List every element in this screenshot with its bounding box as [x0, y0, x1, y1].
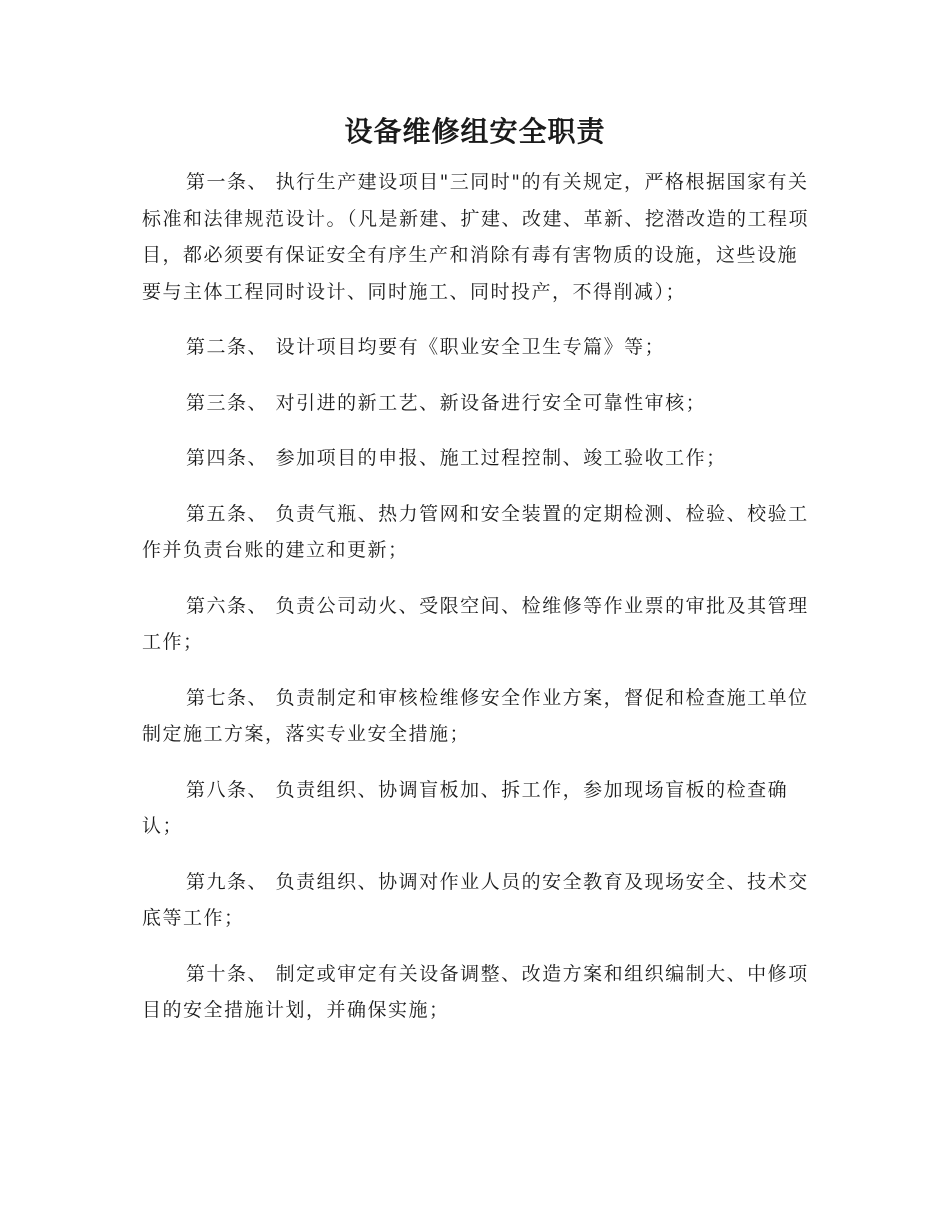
article-6 — [142, 588, 810, 661]
article-text: 负责组织、协调对作业人员的安全教育及现场安全、技术交底等工作； — [142, 870, 809, 929]
article-text: 执行生产建设项目"三同时"的有关规定，严格根据国家有关标准和法律规范设计。（凡是新建、扩建、改建、革新、挖潜改造的工程项目，都必须要有保证安全有序生产和消除有毒有害物质的设施，这些设施要与主体工程同时设计、同时施工、同时投产，不得削减）； — [142, 171, 810, 303]
article-text: 对引进的新工艺、新设备进行安全可靠性审核； — [275, 391, 707, 414]
article-text: 负责组织、协调盲板加、拆工作，参加现场盲板的检查确认； — [142, 778, 789, 837]
article-label: 第四条、 — [186, 447, 269, 469]
article-8 — [142, 772, 810, 845]
article-label: 第十条、 — [186, 962, 269, 985]
article-text: 设计项目均要有《职业安全卫生专篇》等； — [275, 336, 666, 358]
article-4 — [142, 440, 810, 477]
article-label: 第三条、 — [186, 391, 269, 414]
article-label: 第一条、 — [186, 171, 269, 193]
article-label: 第七条、 — [186, 686, 269, 709]
article-10 — [142, 956, 810, 1029]
article-label: 第五条、 — [186, 502, 269, 525]
document-body — [142, 164, 810, 1048]
article-text: 负责气瓶、热力管网和安全装置的定期检测、检验、校验工作并负责台账的建立和更新； — [142, 502, 809, 561]
article-2 — [142, 329, 810, 366]
article-text: 负责公司动火、受限空间、检维修等作业票的审批及其管理工作； — [142, 594, 809, 653]
article-label: 第二条、 — [186, 336, 269, 358]
article-text: 制定或审定有关设备调整、改造方案和组织编制大、中修项目的安全措施计划，并确保实施； — [142, 962, 809, 1021]
article-label: 第八条、 — [186, 778, 269, 801]
document-title: 设备维修组安全职责 — [344, 115, 606, 148]
article-3 — [142, 385, 810, 422]
article-text: 负责制定和审核检维修安全作业方案，督促和检查施工单位制定施工方案，落实专业安全措施； — [142, 686, 809, 745]
article-text: 参加项目的申报、施工过程控制、竣工验收工作； — [275, 447, 727, 469]
article-1 — [142, 164, 810, 310]
article-5 — [142, 496, 810, 569]
article-7 — [142, 680, 810, 753]
article-label: 第六条、 — [186, 594, 269, 617]
article-label: 第九条、 — [186, 870, 269, 893]
article-9 — [142, 864, 810, 937]
